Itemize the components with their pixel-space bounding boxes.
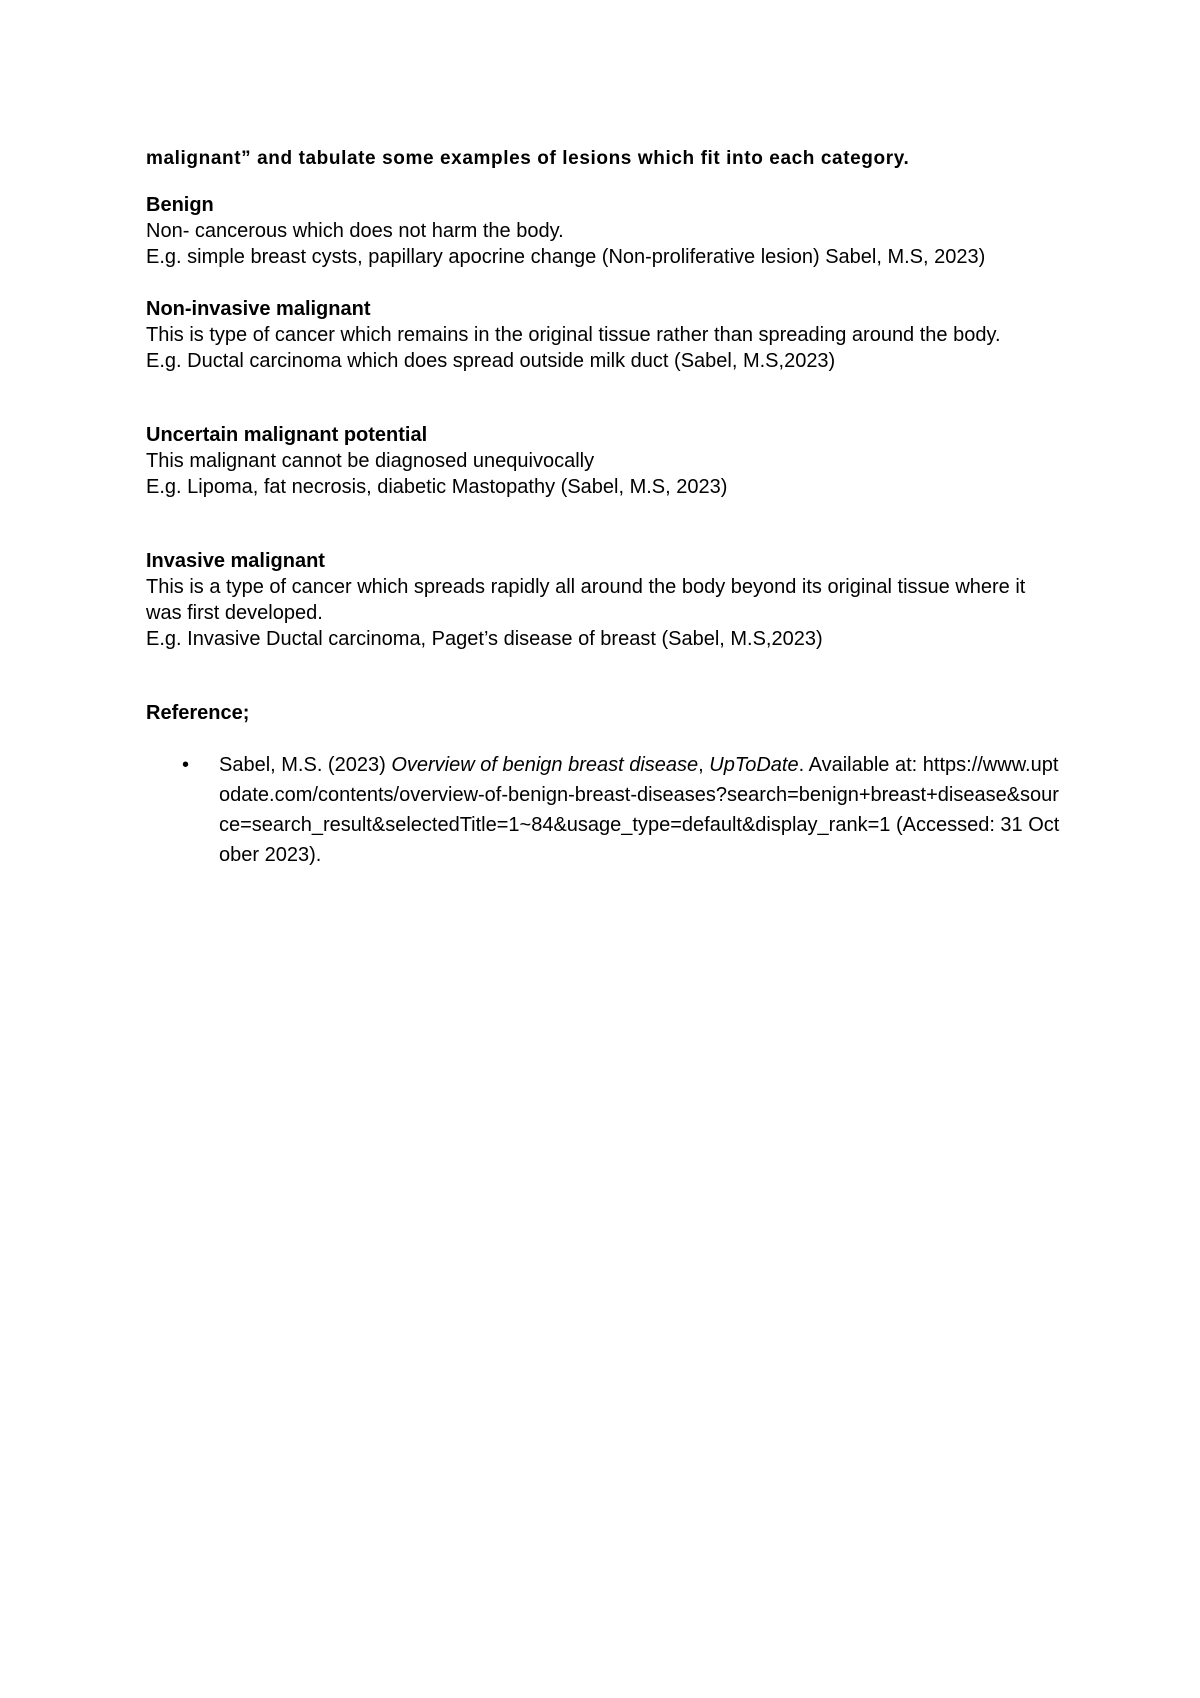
- reference-available: . Available at:: [798, 754, 923, 776]
- intro-line: malignant” and tabulate some examples of lesions which fit into each category.: [146, 148, 910, 169]
- section-heading: Benign: [146, 194, 214, 216]
- section-text: This is type of cancer which remains in the original tissue rather than spreading around the body.: [146, 324, 1001, 346]
- section-benign: [146, 192, 1066, 270]
- section-text: This malignant cannot be diagnosed unequivocally: [146, 450, 595, 472]
- bullet-icon: •: [182, 754, 190, 776]
- section-example: E.g. Invasive Ductal carcinoma, Paget’s disease of breast (Sabel, M.S,2023): [146, 628, 823, 650]
- section-uncertain-malignant-potential: [146, 422, 1066, 500]
- section-heading: Uncertain malignant potential: [146, 424, 428, 446]
- section-invasive-malignant: [146, 548, 1066, 652]
- references-list: [146, 750, 1066, 870]
- reference-accessed: (Accessed: 31 October 2023).: [219, 814, 1060, 866]
- reference-url[interactable]: https://www.uptodate.com/contents/overview-of-benign-breast-diseases?search=benign+breast+disease&source=search_result&selectedTitle=1~84&usage_type=default&display_rank=1: [219, 754, 1059, 836]
- reference-source: UpToDate: [709, 754, 799, 776]
- section-heading: Non-invasive malignant: [146, 298, 371, 320]
- section-non-invasive-malignant: [146, 296, 1066, 374]
- reference-separator: ,: [698, 754, 710, 776]
- reference-author: Sabel, M.S. (2023): [219, 754, 392, 776]
- section-example: E.g. Lipoma, fat necrosis, diabetic Mastopathy (Sabel, M.S, 2023): [146, 476, 728, 498]
- references-heading: Reference;: [146, 702, 250, 724]
- section-text: Non- cancerous which does not harm the body.: [146, 220, 564, 242]
- document-body: [146, 146, 1066, 870]
- reference-item: [146, 750, 1066, 870]
- section-text: This is a type of cancer which spreads rapidly all around the body beyond its original tissue where it was first developed.: [146, 576, 1026, 624]
- section-example: E.g. Ductal carcinoma which does spread outside milk duct (Sabel, M.S,2023): [146, 350, 836, 372]
- reference-title: Overview of benign breast disease: [391, 754, 699, 776]
- section-heading: Invasive malignant: [146, 550, 325, 572]
- section-example: E.g. simple breast cysts, papillary apocrine change (Non-proliferative lesion) Sabel, M.S, 2023): [146, 246, 986, 268]
